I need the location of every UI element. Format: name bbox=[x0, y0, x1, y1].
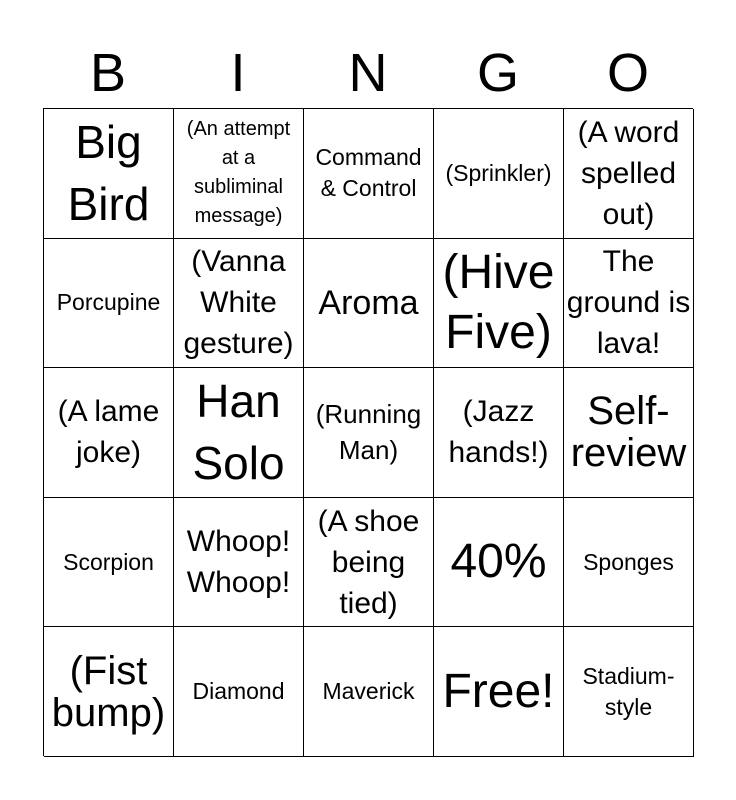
bingo-cell[interactable] bbox=[304, 368, 434, 498]
bingo-cell[interactable] bbox=[434, 239, 564, 369]
cell-text: (An attempt at a subliminal message) bbox=[186, 118, 291, 228]
bingo-cell[interactable] bbox=[304, 627, 434, 757]
cell-text: Big Bird bbox=[67, 116, 150, 231]
bingo-cell[interactable] bbox=[44, 109, 174, 239]
cell-text: (Vanna White gesture) bbox=[183, 245, 294, 361]
bingo-cell[interactable] bbox=[304, 498, 434, 628]
bingo-cell[interactable] bbox=[564, 498, 694, 628]
cell-text: Porcupine bbox=[56, 289, 161, 316]
cell-text: (Jazz hands!) bbox=[448, 395, 549, 470]
header-letter-i: I bbox=[230, 43, 246, 103]
cell-text: Scorpion bbox=[63, 548, 154, 575]
cell-text: Free! bbox=[442, 664, 555, 718]
cell-text: (A word spelled out) bbox=[577, 115, 680, 231]
bingo-cell[interactable] bbox=[174, 239, 304, 369]
bingo-cell[interactable] bbox=[564, 239, 694, 369]
cell-text: Whoop! Whoop! bbox=[186, 525, 291, 600]
bingo-cell[interactable] bbox=[44, 627, 174, 757]
cell-text: (Hive Five) bbox=[442, 245, 555, 359]
bingo-cell[interactable] bbox=[434, 498, 564, 628]
cell-text: The ground is lava! bbox=[566, 245, 691, 361]
header-letter-g: G bbox=[476, 43, 519, 103]
cell-text: Self-review bbox=[570, 389, 687, 476]
bingo-cell[interactable] bbox=[174, 109, 304, 239]
bingo-cell[interactable] bbox=[564, 627, 694, 757]
bingo-cell[interactable] bbox=[434, 627, 564, 757]
header-letter-o: O bbox=[606, 43, 649, 103]
bingo-cell[interactable] bbox=[434, 368, 564, 498]
cell-text: Stadium-style bbox=[582, 662, 675, 720]
cell-text: Maverick bbox=[322, 678, 415, 705]
cell-text: (Running Man) bbox=[315, 399, 422, 466]
bingo-cell[interactable] bbox=[564, 109, 694, 239]
bingo-cell[interactable] bbox=[174, 498, 304, 628]
bingo-cell[interactable] bbox=[44, 368, 174, 498]
cell-text: (Sprinkler) bbox=[445, 159, 552, 186]
bingo-cell[interactable] bbox=[304, 109, 434, 239]
bingo-board bbox=[43, 108, 693, 756]
cell-text: Diamond bbox=[192, 678, 285, 705]
bingo-cell[interactable] bbox=[174, 627, 304, 757]
cell-text: 40% bbox=[450, 535, 547, 589]
cell-text: (A lame joke) bbox=[57, 395, 160, 470]
header-letter-n: N bbox=[348, 43, 388, 103]
cell-text: Command & Control bbox=[315, 144, 422, 202]
bingo-header bbox=[43, 38, 693, 108]
cell-text: (A shoe being tied) bbox=[317, 504, 420, 620]
cell-text: Han Solo bbox=[192, 375, 285, 490]
bingo-cell[interactable] bbox=[44, 498, 174, 628]
bingo-cell[interactable] bbox=[304, 239, 434, 369]
bingo-cell[interactable] bbox=[174, 368, 304, 498]
cell-text: (Fist bump) bbox=[51, 648, 166, 735]
bingo-cell[interactable] bbox=[564, 368, 694, 498]
cell-text: Sponges bbox=[583, 548, 674, 575]
cell-text: Aroma bbox=[318, 283, 419, 322]
header-letter-b: B bbox=[89, 43, 127, 103]
bingo-cell[interactable] bbox=[434, 109, 564, 239]
bingo-cell[interactable] bbox=[44, 239, 174, 369]
